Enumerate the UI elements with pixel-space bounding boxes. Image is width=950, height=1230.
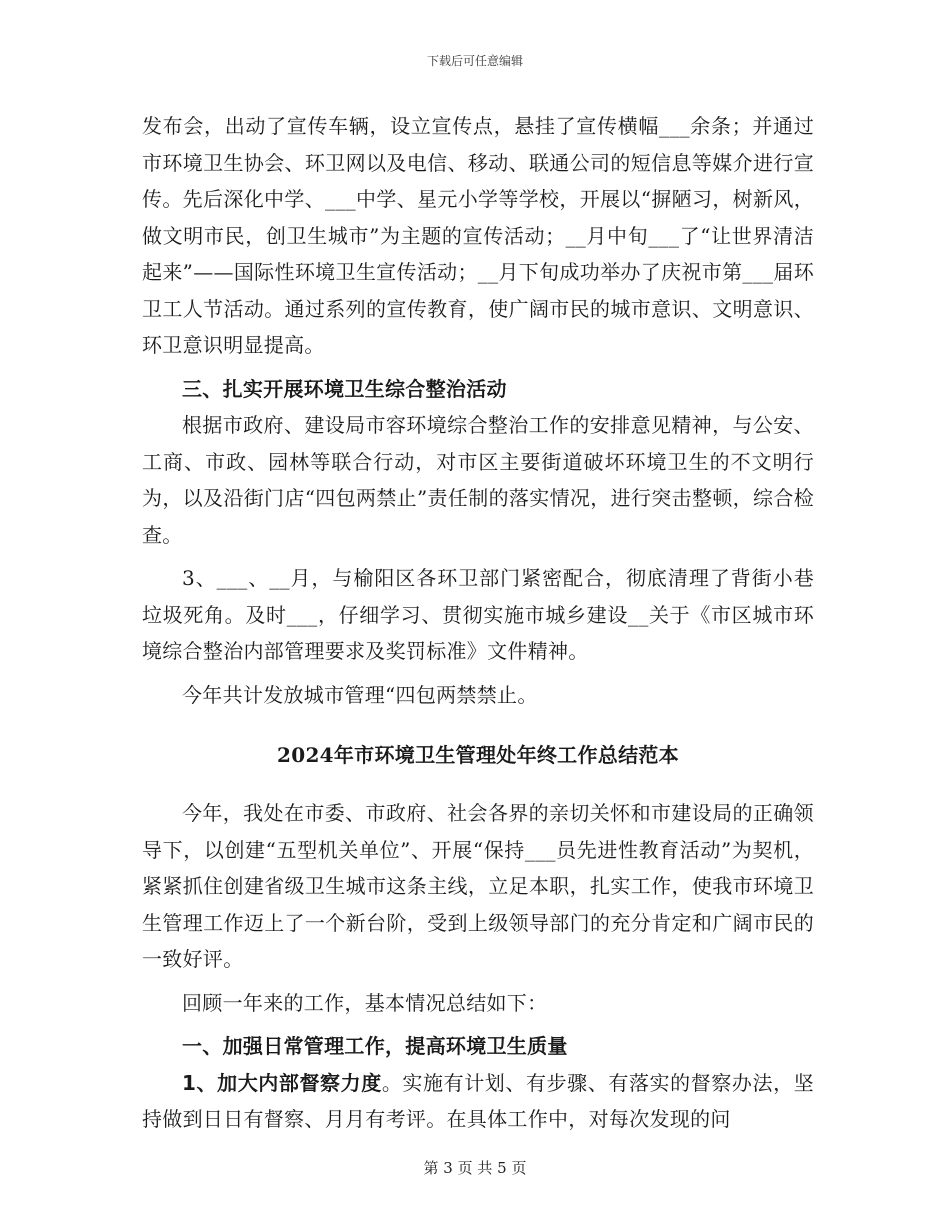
paragraph-intro: 今年，我处在市委、市政府、社会各界的亲切关怀和市建设局的正确领导下，以创建“五型机关单位”、开展“保持___员先进性教育活动”为契机，紧紧抓住创建省级卫生城市这条主线，立足本职，扎实工作，使我市环境卫生管理工作迈上了一个新台阶，受到上级领导部门的充分肯定和广阔市民的一致好评。 <box>142 801 814 971</box>
document-title: 2024年市环境卫生管理处年终工作总结范本 <box>277 743 679 767</box>
paragraph-rectification: 根据市政府、建设局市容环境综合整治工作的安排意见精神，与公安、工商、市政、园林等联合行动，对市区主要街道破坏环境卫生的不文明行为，以及沿街门店“四包两禁止”责任制的落实情况，进行突击整顿，综合检查。 <box>142 413 814 547</box>
section-heading-1: 一、加强日常管理工作，提高环境卫生质量 <box>182 1034 568 1058</box>
paragraph-summary-line: 今年共计发放城市管理“四包两禁禁止。 <box>182 682 538 707</box>
item-1-lead: 1、加大内部督察力度 <box>182 1070 382 1095</box>
paragraph-item-3: 3、___、__月，与榆阳区各环卫部门紧密配合，彻底清理了背街小巷垃圾死角。及时___，仔细学习、贯彻实施市城乡建设__关于《市区城市环境综合整治内部管理要求及奖罚标准》文件精神。 <box>142 566 814 663</box>
paragraph-review: 回顾一年来的工作，基本情况总结如下： <box>182 990 548 1015</box>
paragraph-item-1 <box>142 1065 814 1138</box>
section-heading-3: 三、扎实开展环境卫生综合整治活动 <box>182 376 507 401</box>
item-1-text: 。实施有计划、有步骤、有落实的督察办法，坚持做到日日有督察、月月有考评。在具体工作中，对每次发现的问 <box>142 1070 814 1131</box>
page-header: 下载后可任意编辑 <box>426 54 523 68</box>
page-footer: 第 3 页 共 5 页 <box>423 1159 527 1177</box>
paragraph-publicity: 发布会，出动了宣传车辆，设立宣传点，悬挂了宣传横幅___余条；并通过市环境卫生协会、环卫网以及电信、移动、联通公司的短信息等媒介进行宣传。先后深化中学、___中学、星元小学等学校，开展以“摒陋习，树新风，做文明市民，创卫生城市”为主题的宣传活动；__月中旬___了“让世界清洁起来”——国际性环境卫生宣传活动；__月下旬成功举办了庆祝市第___届环卫工人节活动。通过系列的宣传教育，使广阔市民的城市意识、文明意识、环卫意识明显提高。 <box>142 114 814 357</box>
document-body <box>142 108 814 1138</box>
